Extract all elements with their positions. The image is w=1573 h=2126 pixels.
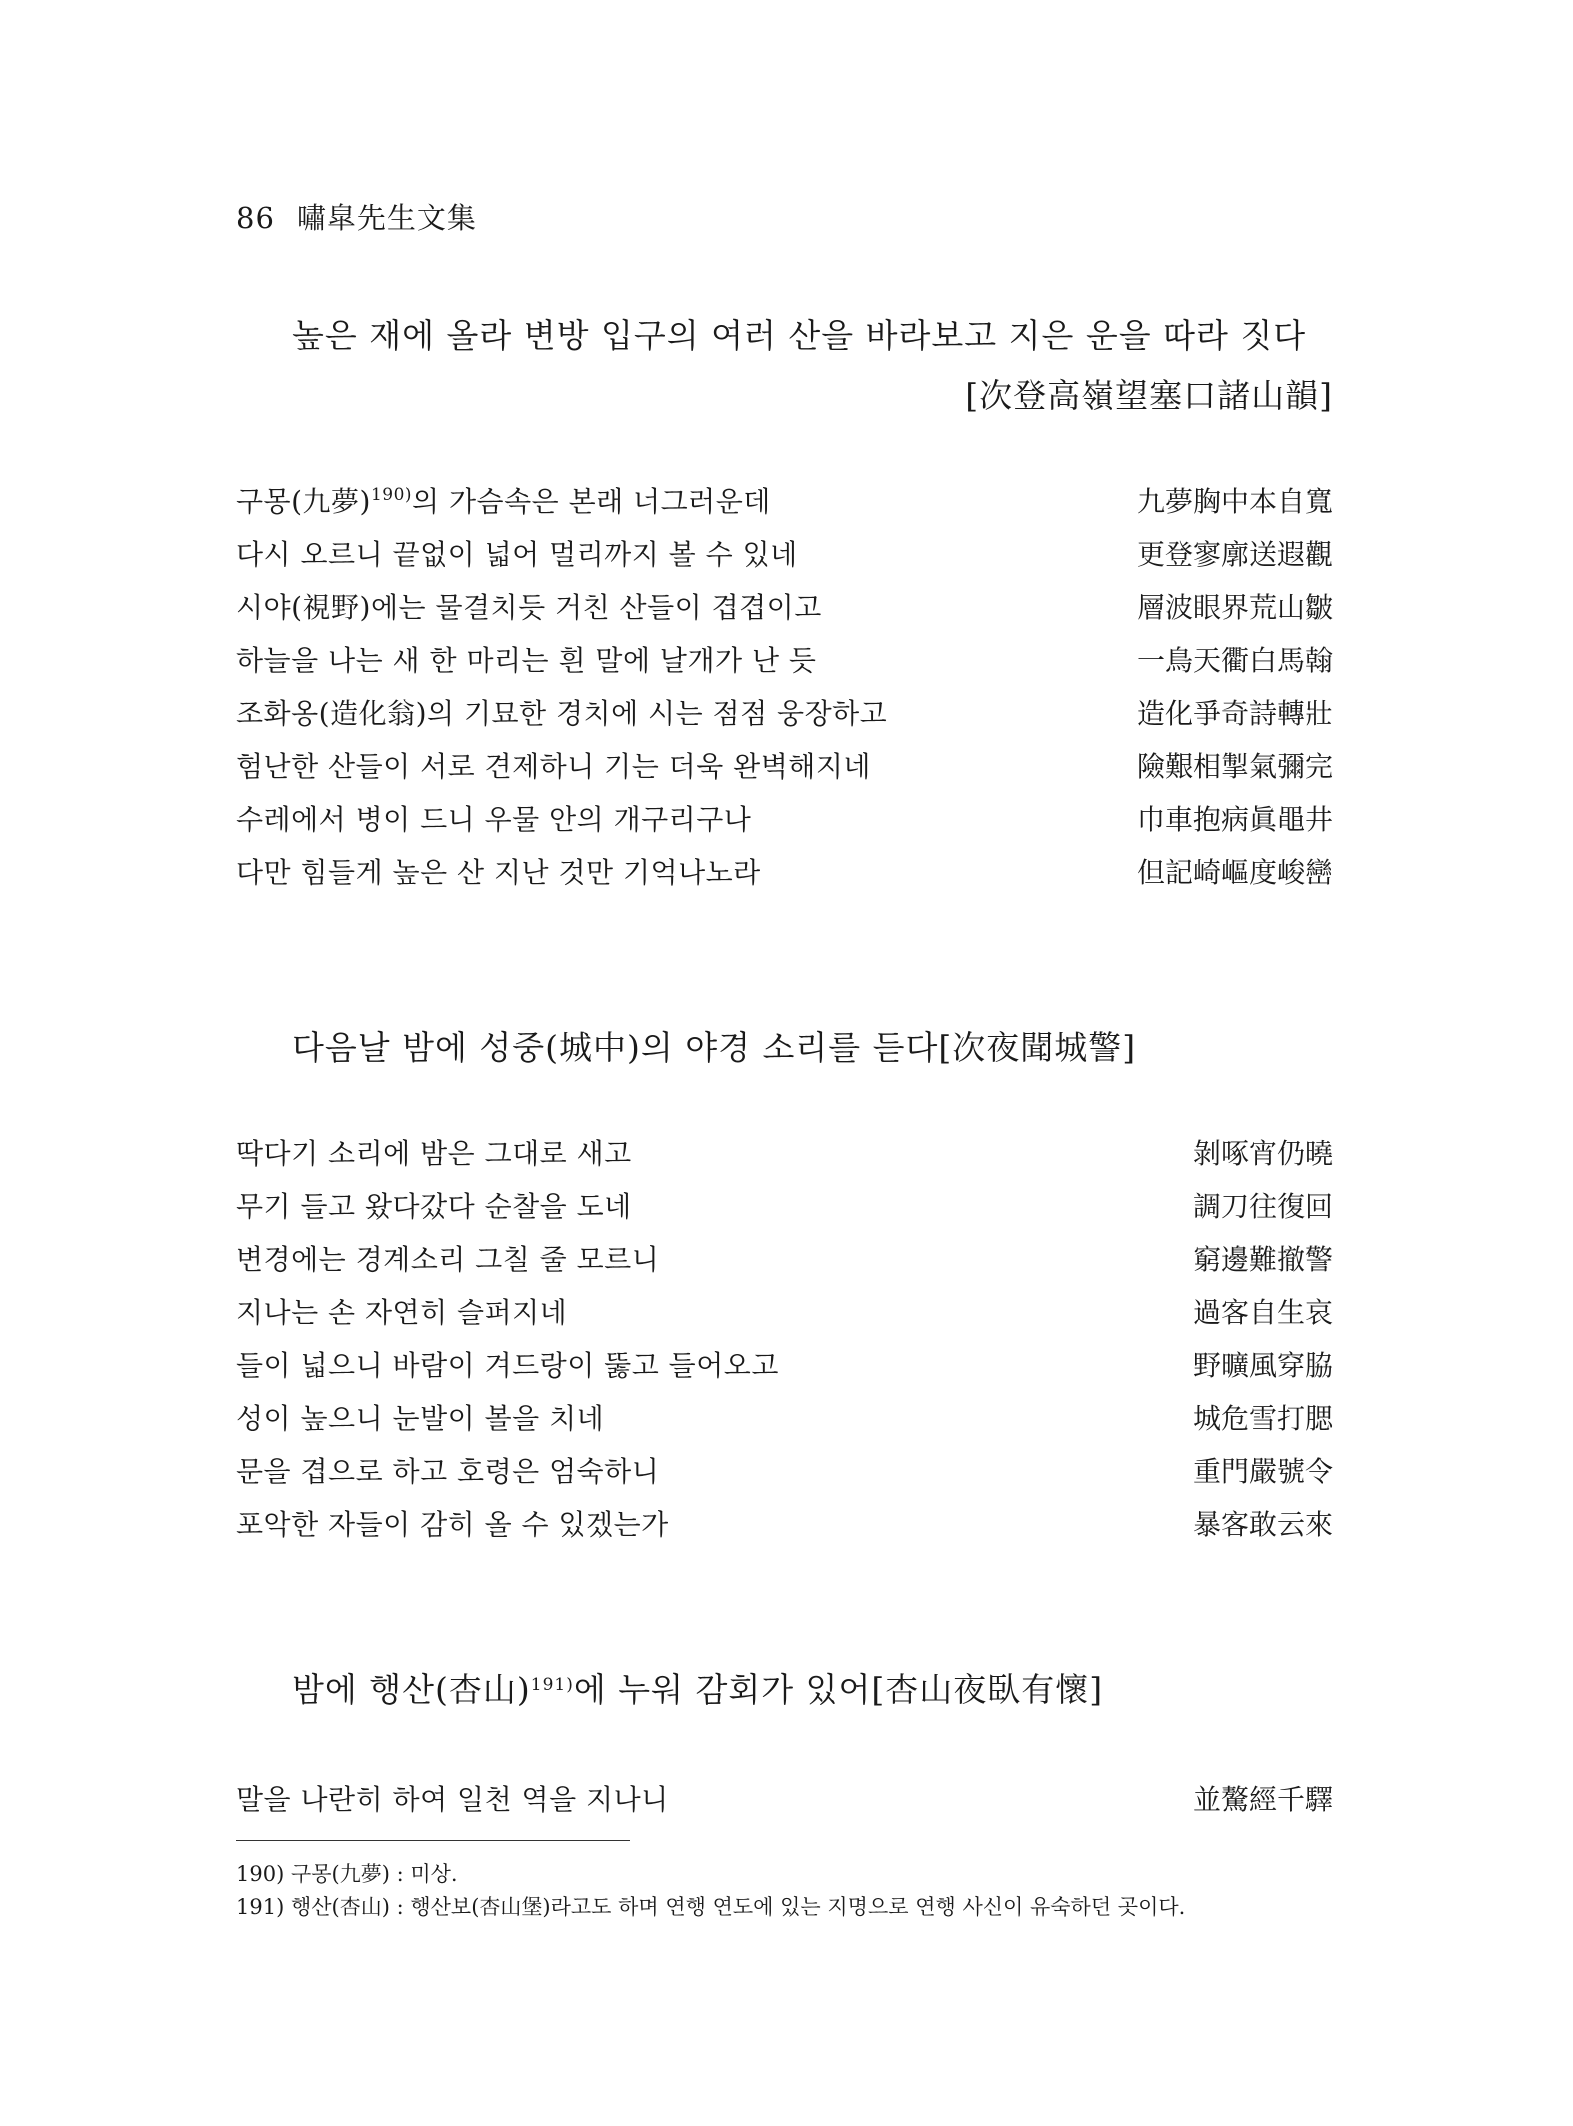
verse-korean: 들이 넓으니 바람이 겨드랑이 뚫고 들어오고 <box>236 1349 779 1382</box>
footnote-190: 190) 구몽(九夢) : 미상. <box>236 1862 458 1886</box>
verse-line <box>236 692 1333 745</box>
verse-line <box>236 1450 1333 1503</box>
book-title: 嘯皐先生文集 <box>296 201 477 235</box>
verse-hanja: 但記崎嶇度峻巒 <box>1136 856 1333 889</box>
poem-2-title-hanja: [次夜聞城警] <box>938 1028 1137 1067</box>
verse-hanja: 更登寥廓送遐觀 <box>1136 538 1333 571</box>
verse-hanja: 野曠風穿脇 <box>1192 1349 1333 1382</box>
verse-korean: 변경에는 경계소리 그칠 줄 모르니 <box>236 1243 660 1276</box>
footnote-divider <box>236 1840 630 1841</box>
verse-line <box>236 798 1333 851</box>
poem-1-title: 높은 재에 올라 변방 입구의 여러 산을 바라보고 지은 운을 따라 짓다 <box>292 316 1307 355</box>
verse-line <box>236 586 1333 639</box>
verse-hanja: 造化爭奇詩轉壯 <box>1136 697 1333 730</box>
verse-hanja: 一鳥天衢白馬翰 <box>1136 644 1333 677</box>
verse-hanja: 重門嚴號令 <box>1192 1455 1333 1488</box>
verse-line <box>236 533 1333 586</box>
verse-hanja: 窮邊難撤警 <box>1192 1243 1333 1276</box>
verse-korean: 포악한 자들이 감히 올 수 있겠는가 <box>236 1508 669 1541</box>
poem-3-title: 밤에 행산(杏山)$^{191)}$에 누워 감회가 있어[杏山夜臥有懷] <box>292 1670 1104 1709</box>
poem-2-title: 다음날 밤에 성중(城中)의 야경 소리를 듣다[次夜聞城警] <box>292 1028 1137 1067</box>
poem-2-verse <box>236 1132 1333 1556</box>
verse-hanja: 巾車抱病眞黽井 <box>1136 803 1333 836</box>
verse-hanja: 暴客敢云來 <box>1192 1508 1333 1541</box>
verse-korean: 조화옹(造化翁)의 기묘한 경치에 시는 점점 웅장하고 <box>236 697 888 730</box>
footnote-marker: 191) <box>530 1675 574 1695</box>
running-header <box>236 196 477 237</box>
page-number: 86 <box>236 201 275 235</box>
poem-1-title-hanja: [次登高嶺望塞口諸山韻] <box>965 376 1333 415</box>
footnotes <box>236 1858 1185 1924</box>
verse-line <box>236 1344 1333 1397</box>
verse-hanja: 調刀往復回 <box>1192 1190 1333 1223</box>
verse-hanja: 過客自生哀 <box>1192 1296 1333 1329</box>
verse-korean: 험난한 산들이 서로 견제하니 기는 더욱 완벽해지네 <box>236 750 871 783</box>
verse-korean: 구몽(九夢)$^{190)}$의 가슴속은 본래 너그러운데 <box>236 485 771 518</box>
verse-korean: 딱다기 소리에 밤은 그대로 새고 <box>236 1137 632 1170</box>
footnote-191: 191) 행산(杏山) : 행산보(杏山堡)라고도 하며 연행 연도에 있는 지명으로 연행 사신이 유숙하던 곳이다. <box>236 1895 1186 1919</box>
verse-line <box>236 480 1333 533</box>
poem-3-verse <box>236 1778 1333 1831</box>
verse-korean: 시야(視野)에는 물결치듯 거친 산들이 겹겹이고 <box>236 591 822 624</box>
verse-line <box>236 1397 1333 1450</box>
verse-korean: 지나는 손 자연히 슬퍼지네 <box>236 1296 568 1329</box>
verse-line <box>236 851 1333 904</box>
verse-hanja: 險艱相掣氣彌完 <box>1136 750 1333 783</box>
verse-line <box>236 639 1333 692</box>
verse-hanja: 並驁經千驛 <box>1192 1783 1333 1816</box>
verse-line <box>236 1185 1333 1238</box>
verse-korean: 말을 나란히 하여 일천 역을 지나니 <box>236 1783 669 1816</box>
verse-hanja: 層波眼界荒山皺 <box>1136 591 1333 624</box>
verse-line <box>236 745 1333 798</box>
verse-hanja: 九夢胸中本自寬 <box>1136 485 1333 518</box>
verse-korean: 성이 높으니 눈발이 볼을 치네 <box>236 1402 605 1435</box>
verse-korean: 문을 겹으로 하고 호령은 엄숙하니 <box>236 1455 660 1488</box>
verse-line <box>236 1503 1333 1556</box>
verse-korean: 다시 오르니 끝없이 넓어 멀리까지 볼 수 있네 <box>236 538 798 571</box>
verse-hanja: 剝啄宵仍曉 <box>1192 1137 1333 1170</box>
verse-line <box>236 1132 1333 1185</box>
verse-line <box>236 1238 1333 1291</box>
verse-line <box>236 1291 1333 1344</box>
verse-korean: 수레에서 병이 드니 우물 안의 개구리구나 <box>236 803 752 836</box>
footnote-marker: 190) <box>370 485 413 505</box>
verse-korean: 무기 들고 왔다갔다 순찰을 도네 <box>236 1190 632 1223</box>
verse-hanja: 城危雪打腮 <box>1192 1402 1333 1435</box>
verse-line <box>236 1778 1333 1831</box>
verse-korean: 하늘을 나는 새 한 마리는 흰 말에 날개가 난 듯 <box>236 644 817 677</box>
poem-1-verse <box>236 480 1333 904</box>
verse-korean: 다만 힘들게 높은 산 지난 것만 기억나노라 <box>236 856 761 889</box>
poem-3-title-hanja: [杏山夜臥有懷] <box>871 1670 1104 1709</box>
